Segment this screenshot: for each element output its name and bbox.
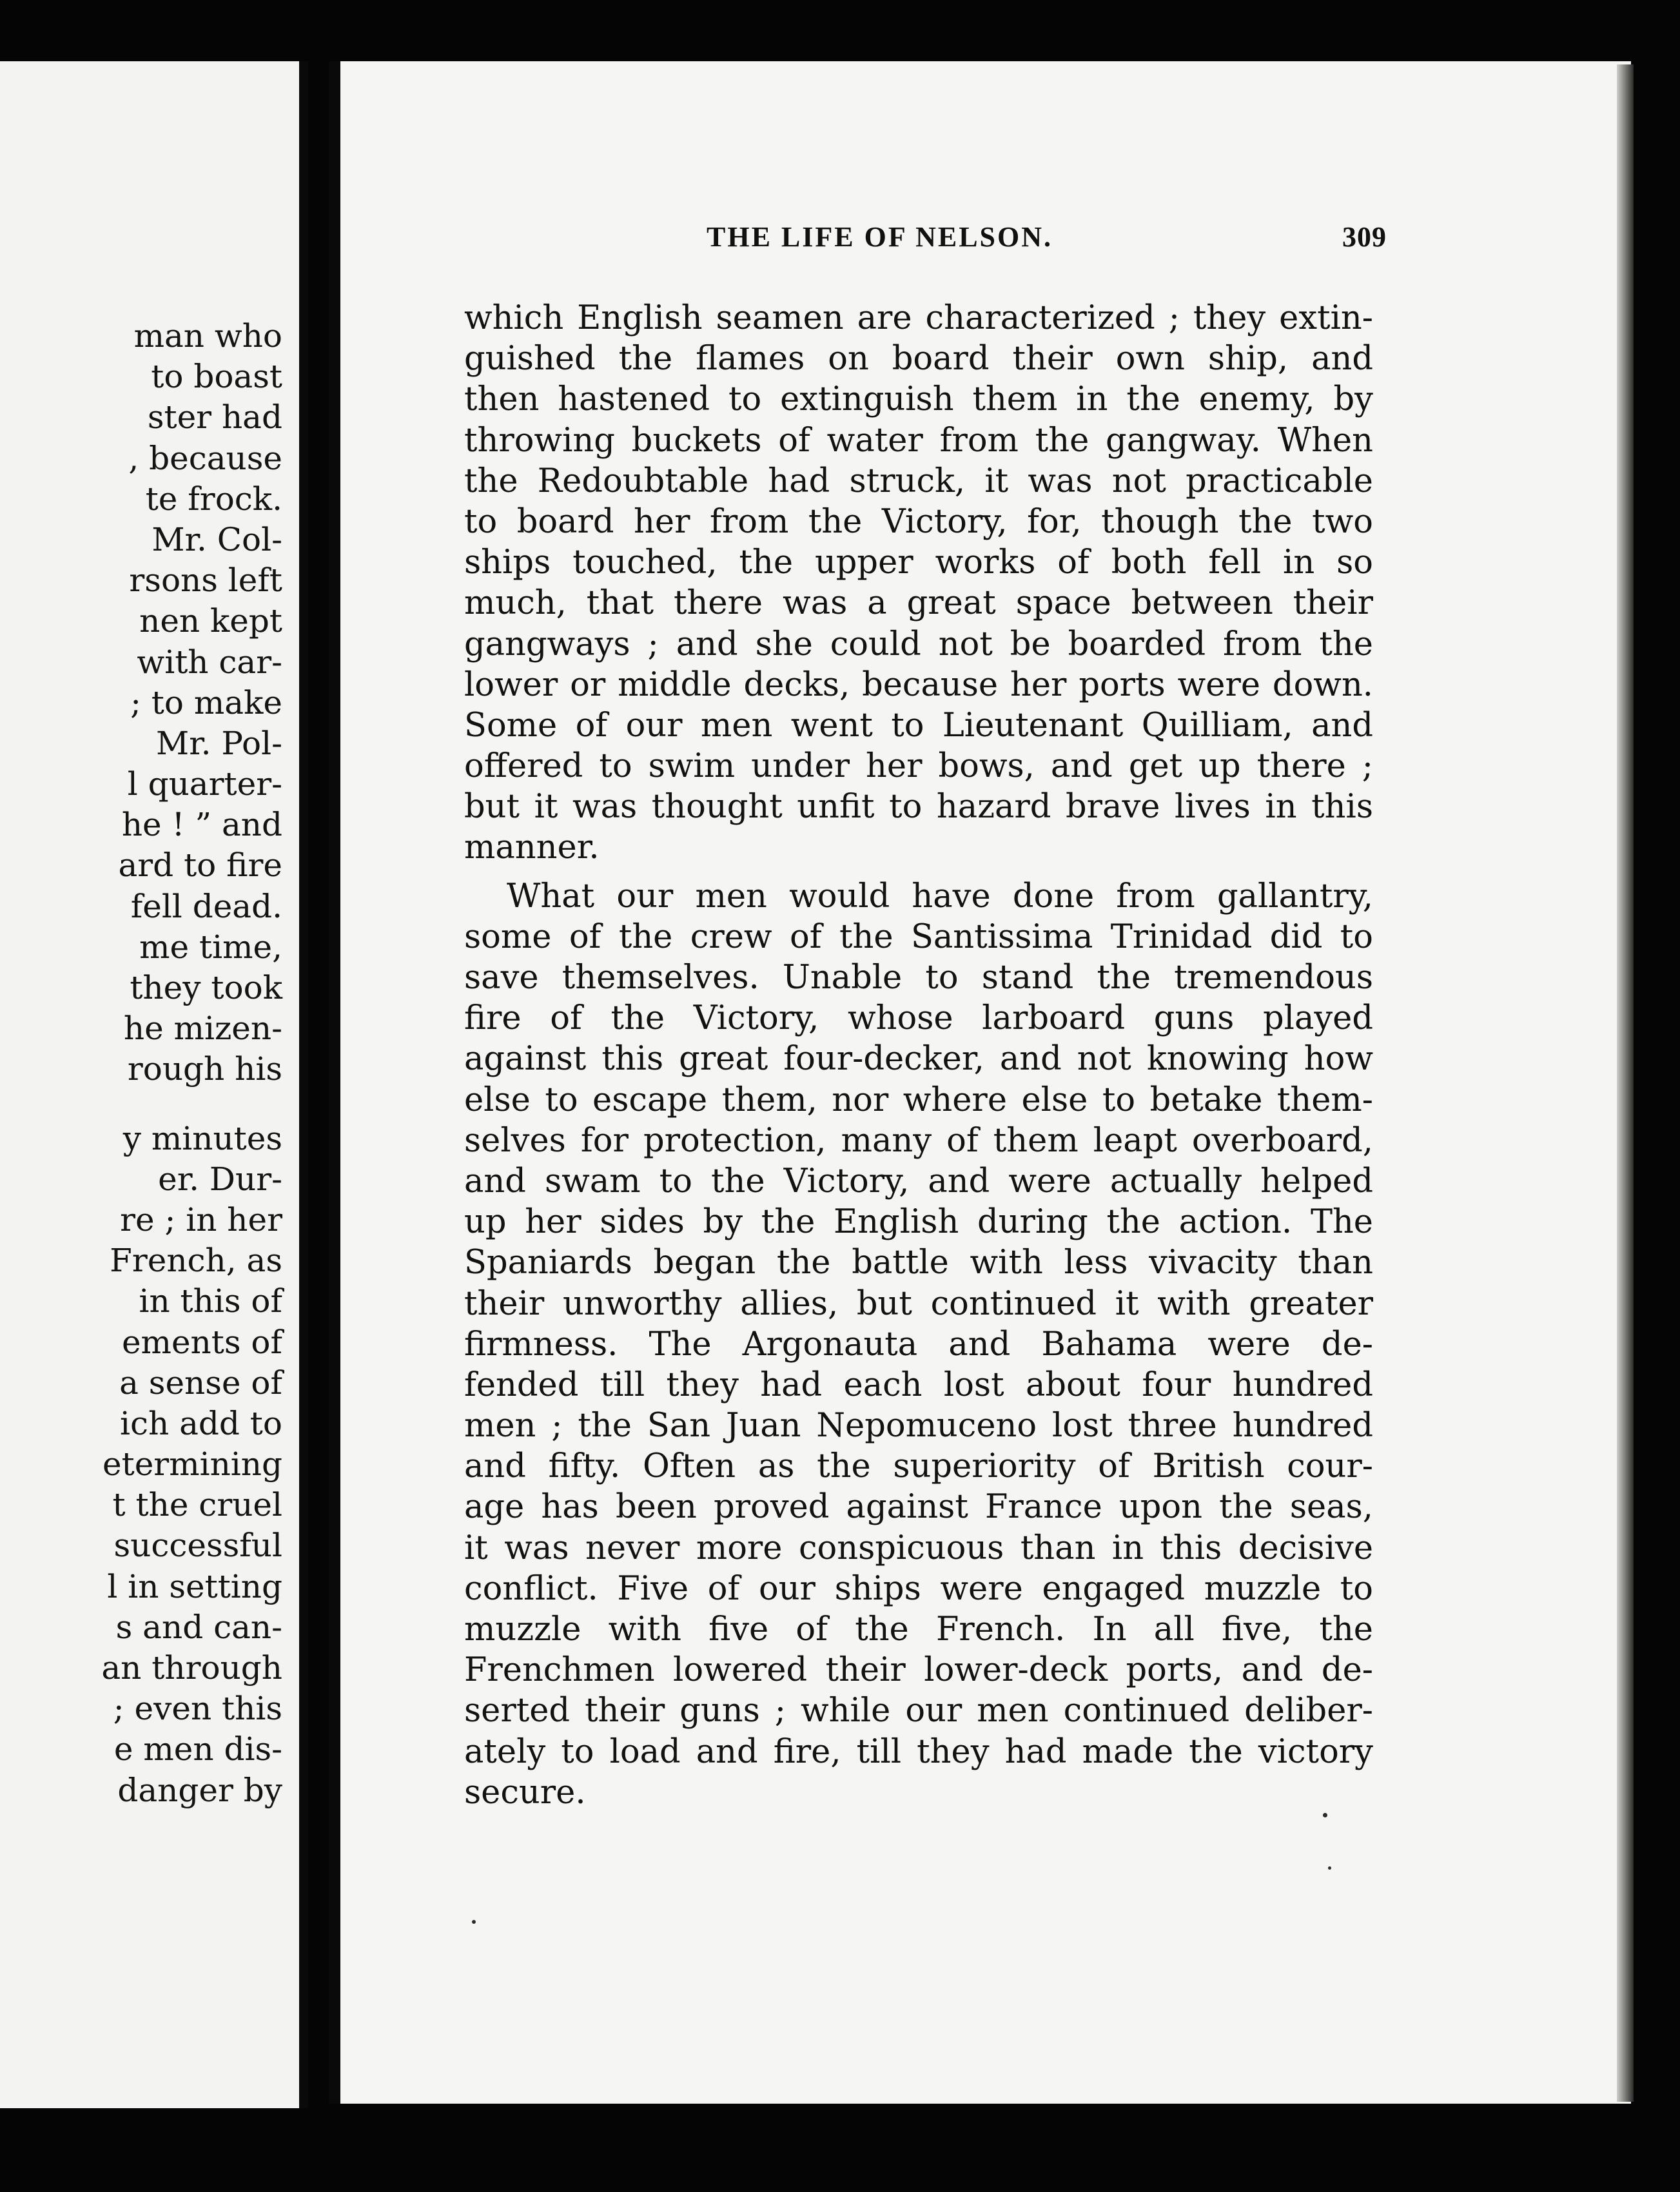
previous-page-text — [0, 316, 282, 1811]
text-line: but it was thought unfit to hazard brave lives in this — [464, 788, 1373, 827]
text-line: conflict. Five of our ships were engaged muzzle to — [464, 1569, 1373, 1608]
text-line: their unworthy allies, but continued it with greater — [464, 1284, 1373, 1323]
previous-page-line: t the cruel — [112, 1486, 282, 1524]
text-line: save themselves. Unable to stand the tremendous — [464, 959, 1373, 997]
previous-page-line: an through — [101, 1649, 282, 1687]
previous-page-line: y minutes — [122, 1119, 282, 1157]
previous-page-line: they took — [130, 969, 282, 1006]
previous-page-line: l in setting — [107, 1567, 282, 1605]
previous-page-line: ; even this — [113, 1690, 282, 1728]
previous-page-line: with car- — [137, 643, 282, 681]
text-line: guished the flames on board their own ship, and — [464, 340, 1373, 378]
previous-page-line: nen kept — [139, 602, 282, 640]
previous-page-line: er. Dur- — [158, 1160, 282, 1198]
previous-page-line: danger by — [117, 1771, 282, 1809]
text-line: Spaniards began the battle with less vivacity than — [464, 1244, 1373, 1282]
text-line: some of the crew of the Santissima Trinidad did to — [464, 917, 1373, 956]
running-title: THE LIFE OF NELSON. — [707, 221, 1053, 253]
text-line: which English seamen are characterized ; they extin- — [464, 299, 1373, 337]
text-line: throwing buckets of water from the gangway. When — [464, 421, 1373, 460]
previous-page-line: French, as — [110, 1242, 282, 1280]
previous-page-line: ard to fire — [118, 846, 282, 885]
previous-page-line: fell dead. — [130, 887, 282, 925]
previous-page-line: ements of — [121, 1323, 282, 1361]
text-line: manner. — [464, 828, 600, 867]
text-line: and fifty. Often as the superiority of British cour- — [464, 1447, 1373, 1486]
page-edge — [1617, 64, 1634, 2102]
previous-page-line: ich add to — [119, 1404, 282, 1442]
text-line: against this great four-decker, and not knowing how — [464, 1040, 1373, 1079]
previous-page-line: in this of — [139, 1282, 282, 1320]
previous-page-line: me time, — [139, 928, 282, 966]
text-line: firmness. The Argonauta and Bahama were de- — [464, 1325, 1373, 1364]
scan-speck — [1328, 1866, 1331, 1870]
text-line: ships touched, the upper works of both fell in so — [464, 543, 1373, 582]
previous-page-line: , because — [128, 439, 282, 477]
text-line: gangways ; and she could not be boarded from the — [464, 625, 1373, 663]
text-line: it was never more conspicuous than in this decisive — [464, 1529, 1373, 1567]
text-line: else to escape them, nor where else to betake them- — [464, 1081, 1373, 1119]
text-line: selves for protection, many of them leapt overboard, — [464, 1121, 1373, 1160]
text-line: serted their guns ; while our men continued deliber- — [464, 1692, 1373, 1730]
body-text — [464, 298, 1373, 1813]
previous-page-line: a sense of — [119, 1364, 282, 1402]
text-line: age has been proved against France upon the seas, — [464, 1488, 1373, 1527]
text-line: Frenchmen lowered their lower-deck ports, and de- — [464, 1651, 1373, 1690]
text-line: the Redoubtable had struck, it was not practicable — [464, 462, 1373, 500]
previous-page-line: re ; in her — [120, 1200, 282, 1238]
text-line: offered to swim under her bows, and get up there ; — [464, 747, 1373, 786]
previous-page-line: te frock. — [145, 480, 282, 518]
text-line: much, that there was a great space between their — [464, 584, 1373, 623]
text-line: men ; the San Juan Nepomuceno lost three hundred — [464, 1407, 1373, 1445]
previous-page-line: e men dis- — [113, 1730, 282, 1768]
page-number: 309 — [1342, 221, 1387, 253]
text-line: lower or middle decks, because her ports were down. — [464, 665, 1373, 704]
scan-speck — [472, 1920, 476, 1924]
text-line: fended till they had each lost about four hundred — [464, 1365, 1373, 1404]
previous-page-line: s and can- — [115, 1608, 282, 1646]
text-line: to board her from the Victory, for, though the two — [464, 502, 1373, 541]
previous-page-line: ; to make — [130, 683, 282, 721]
text-line: up her sides by the English during the action. The — [464, 1203, 1373, 1242]
text-line: What our men would have done from gallantry, — [507, 877, 1373, 915]
previous-page-line: Mr. Col- — [151, 520, 282, 558]
text-line: muzzle with five of the French. In all five, the — [464, 1610, 1373, 1649]
text-line: secure. — [464, 1773, 586, 1812]
text-line: Some of our men went to Lieutenant Quilliam, and — [464, 706, 1373, 745]
previous-page-line: to boast — [151, 358, 282, 396]
paragraph-gap — [464, 868, 1373, 876]
scan-speck — [1323, 1813, 1327, 1817]
previous-page — [0, 61, 308, 2108]
previous-page-line: man who — [133, 317, 282, 355]
previous-page-line: rsons left — [129, 562, 282, 600]
previous-page-line: he mizen- — [123, 1010, 282, 1048]
text-line: then hastened to extinguish them in the enemy, by — [464, 380, 1373, 419]
text-line: fire of the Victory, whose larboard guns played — [464, 999, 1373, 1038]
previous-page-line: etermining — [103, 1445, 282, 1483]
previous-page-line: successful — [113, 1527, 282, 1565]
previous-page-line — [0, 1090, 282, 1119]
text-line: ately to load and fire, till they had made the victory — [464, 1732, 1373, 1771]
previous-page-line: Mr. Pol- — [156, 724, 282, 762]
previous-page-line: rough his — [127, 1050, 282, 1088]
previous-page-line: ster had — [147, 398, 282, 436]
text-line: and swam to the Victory, and were actually helped — [464, 1162, 1373, 1200]
previous-page-line: he ! ” and — [121, 806, 282, 844]
previous-page-line: l quarter- — [127, 765, 282, 803]
